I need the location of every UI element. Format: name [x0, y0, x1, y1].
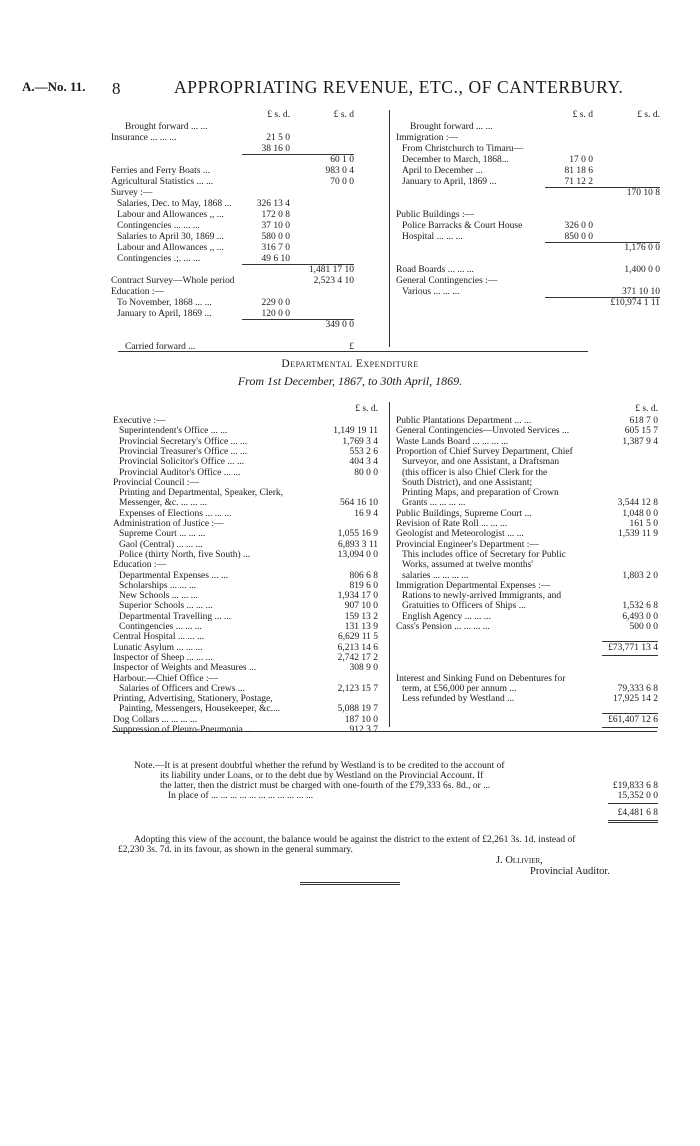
dept-left-row-label: Administration of Justice :— — [113, 519, 224, 529]
total-rule — [602, 641, 658, 642]
dept-left-row-label: Inspector of Weights and Measures ... — [113, 663, 257, 674]
dept-left-row-label: Contingencies ... ... ... — [119, 622, 202, 632]
column-header: £ s. d. — [267, 110, 290, 120]
row-label: From Christchurch to Timaru— — [402, 144, 524, 154]
row-label: April to December ... — [402, 166, 483, 176]
dept-right-row-label: Cass's Pension ... ... ... ... — [396, 622, 490, 632]
dept-right-row-label: Printing Maps, and preparation of Crown — [402, 488, 559, 499]
row-total: £10,974 1 11 — [610, 298, 660, 308]
subtotal-rule — [242, 264, 354, 265]
row-label: Hospital ... ... ... — [402, 232, 463, 242]
row-label: Immigration :— — [396, 133, 459, 143]
dept-left-row-label: Supreme Court ... ... ... — [119, 529, 206, 540]
subtotal-rule — [242, 319, 354, 320]
dept-right-row-value: 1,539 11 9 — [617, 529, 658, 540]
row-value: 850 0 0 — [564, 232, 593, 242]
end-rule — [300, 884, 400, 885]
row-total: 2,523 4 10 — [313, 276, 354, 286]
row-label: Salaries, Dec. to May, 1868 ... — [117, 199, 232, 209]
row-label: January to April, 1869 ... — [402, 177, 497, 187]
dept-right-row-label: salaries ... ... ... ... — [402, 570, 469, 581]
dept-right-row-value: 17,925 14 2 — [612, 694, 658, 705]
dept-left-row-value: 308 9 0 — [349, 663, 378, 674]
dept-left-row-value: 912 3 7 — [349, 725, 378, 735]
dept-right-row-value: 6,493 0 0 — [622, 611, 658, 622]
subtotal-rule — [545, 187, 660, 188]
dept-left-row-value: 553 2 6 — [349, 446, 378, 457]
top-divider — [389, 110, 390, 347]
row-total: £ — [349, 342, 354, 352]
dept-left-row-value: 806 6 8 — [349, 570, 378, 581]
dept-left-row-value: 564 16 10 — [340, 498, 378, 509]
dept-left-row-label: Salaries of Officers and Crews ... — [119, 683, 245, 694]
row-value: 120 0 0 — [261, 309, 290, 319]
dept-right-row-label: General Contingencies—Unvoted Services ... — [396, 426, 570, 437]
dept-left-row-label: Dog Collars ... ... ... ... — [113, 714, 198, 725]
dept-left-row-label: Suppression of Pleuro-Pneumonia ... — [113, 725, 253, 735]
dept-left-row-value: 1,055 16 9 — [337, 529, 378, 540]
dept-right-row-label: This includes office of Secretary for Public — [402, 549, 566, 560]
end-rule — [300, 882, 400, 883]
row-total: 60 1 0 — [330, 155, 354, 165]
row-label: Police Barracks & Court House — [402, 221, 523, 231]
dept-right-row-label: Geologist and Meteorologist ... ... — [396, 529, 524, 540]
dept-right-row-value: 618 7 0 — [629, 416, 658, 426]
row-label: December to March, 1868... — [402, 155, 509, 165]
dept-left-row-label: Gaol (Central) ... ... ... — [119, 539, 203, 550]
row-label: Brought forward ... ... — [125, 122, 208, 132]
row-label: Salaries to April 30, 1869 ... — [117, 232, 224, 242]
dept-left-row-label: Expenses of Elections ... ... ... — [119, 508, 232, 519]
dept-right-row-label: Immigration Departmental Expenses :— — [396, 580, 551, 591]
dept-right-row-value: 1,803 2 0 — [622, 570, 658, 581]
row-total: 1,176 0 0 — [624, 243, 660, 253]
dept-left-row-value: 80 0 0 — [354, 467, 378, 478]
note-line: Note.—It is at present doubtful whether the refund by Westland is to be credited to the account of — [134, 761, 505, 771]
dept-right-row-label: Less refunded by Westland ... — [402, 694, 515, 705]
dept-left-row-label: Inspector of Sheep ... ... ... — [113, 652, 213, 663]
signature-name: J. Ollivier, — [496, 855, 543, 866]
column-header: £ s. d — [333, 110, 354, 120]
dept-left-row-value: 404 3 4 — [349, 457, 378, 468]
dept-left-row-label: Police (thirty North, five South) ... — [119, 549, 251, 560]
row-label: Contingencies .;. ... ... — [117, 254, 201, 264]
dept-left-row-label: Superior Schools ... ... ... — [119, 601, 213, 612]
dept-right-row-label: Interest and Sinking Fund on Debentures for — [396, 673, 566, 684]
note-line: In place of ... ... ... ... ... ... ... ... ... ... ... — [168, 791, 314, 801]
row-label: Brought forward ... ... — [410, 122, 493, 132]
row-value: 580 0 0 — [261, 232, 290, 242]
total-rule — [602, 713, 658, 714]
row-label: Public Buildings :— — [396, 210, 475, 220]
dept-left-row-value: 1,934 17 0 — [337, 591, 378, 602]
dept-left-row-value: 819 6 0 — [349, 580, 378, 591]
dept-right-row-label: Provincial Engineer's Department :— — [396, 539, 539, 550]
signature-title: Provincial Auditor. — [530, 866, 610, 877]
column-header: £ s. d. — [637, 110, 660, 120]
row-value: 326 13 4 — [256, 199, 290, 209]
dept-right-row-value: 3,544 12 8 — [617, 498, 658, 509]
dept-left-row-value: 5,088 19 7 — [337, 704, 378, 715]
dept-left-row-label: Provincial Council :— — [113, 477, 200, 488]
note-rule — [608, 822, 658, 823]
row-label: Agricultural Statistics ... ... — [111, 177, 214, 187]
row-label: Contract Survey—Whole period — [111, 276, 235, 286]
column-header: £ s. d — [572, 110, 593, 120]
page-number: 8 — [112, 79, 121, 98]
dept-left-row-value: 6,629 11 5 — [337, 632, 378, 643]
row-label: Ferries and Ferry Boats ... — [111, 166, 210, 176]
note-line: its liability under Loans, or to the debt due by Westland on the Provincial Account. If — [160, 771, 484, 781]
dept-left-row-label: New Schools ... ... ... — [119, 591, 198, 602]
column-header: £ s. d. — [635, 404, 658, 414]
row-total: 983 0 4 — [325, 166, 354, 176]
dept-right-row-value: 1,532 6 8 — [622, 601, 658, 612]
row-value: 172 0 8 — [261, 210, 290, 220]
row-label: To November, 1868 ... ... — [117, 298, 212, 308]
note-value: £4,481 6 8 — [617, 808, 658, 818]
dept-left-row-value: 159 13 2 — [344, 611, 378, 622]
dept-left-row-label: Superintendent's Office ... ... — [119, 426, 228, 437]
dept-right-row-label: (this officer is also Chief Clerk for the — [402, 467, 548, 478]
note-value: £19,833 6 8 — [612, 781, 658, 791]
dept-right-row-value: 500 0 0 — [629, 622, 658, 632]
dept-right-row-label: English Agency ... ... ... — [402, 611, 491, 622]
dept-left-row-label: Provincial Secretary's Office ... ... — [119, 436, 248, 447]
dept-left-row-value: 6,213 14 6 — [337, 642, 378, 653]
dept-left-row-label: Scholarships ... ... ... — [119, 580, 197, 591]
dept-right-row-value: £73,771 13 4 — [608, 642, 658, 653]
dept-divider — [389, 402, 390, 727]
dept-left-row-label: Messenger, &c. ... ... ... — [119, 498, 208, 509]
note-value: 15,352 0 0 — [617, 791, 658, 801]
dept-left-row-value: 907 10 0 — [344, 601, 378, 612]
row-label: Labour and Allowances ,, ... — [117, 243, 224, 253]
row-label: Education :— — [111, 287, 165, 297]
dept-left-row-value: 1,769 3 4 — [342, 436, 378, 447]
dept-left-row-label: Painting, Messengers, Housekeeper, &c.... — [119, 704, 281, 715]
note-rule — [608, 803, 658, 804]
row-label: January to April, 1869 ... — [117, 309, 212, 319]
dept-right-row-value: 161 5 0 — [629, 519, 658, 529]
dept-left-row-label: Harbour.—Chief Office :— — [113, 673, 219, 684]
row-label: Contingencies ... ... ... — [117, 221, 200, 231]
note-rule — [608, 820, 658, 821]
dept-left-row-label: Provincial Treasurer's Office ... ... — [119, 446, 248, 457]
dept-right-row-label: Surveyor, and one Assistant, a Draftsman — [402, 457, 560, 468]
row-label: Insurance ... ... ... — [111, 133, 177, 143]
dept-left-row-value: 187 10 0 — [344, 714, 378, 725]
dept-left-row-value: 2,742 17 2 — [337, 652, 378, 663]
dept-left-row-value: 13,094 0 0 — [337, 549, 378, 560]
dept-left-row-label: Departmental Travelling ... ... — [119, 611, 232, 622]
dept-left-row-value: 6,893 3 11 — [337, 539, 378, 550]
dept-right-row-label: Revision of Rate Roll ... ... ... — [396, 519, 508, 529]
dept-left-row-label: Lunatic Asylum ... ... ... — [113, 642, 203, 653]
row-total: 1,481 17 10 — [308, 265, 354, 275]
dept-left-row-label: Central Hospital ... ... ... — [113, 632, 205, 643]
subtotal-rule — [242, 154, 354, 155]
dept-title: Departmental Expenditure — [281, 358, 419, 370]
dept-right-row-label: Public Plantations Department ... ... — [396, 416, 532, 426]
dept-left-row-label: Printing and Departmental, Speaker, Clerk, — [119, 488, 283, 499]
total-rule — [602, 655, 658, 656]
document-reference: A.—No. 11. — [22, 79, 86, 94]
dept-right-row-value: 79,333 6 8 — [617, 683, 658, 694]
dept-right-row-value: 1,048 0 0 — [622, 508, 658, 519]
dept-left-row-value: 16 9 4 — [354, 508, 378, 519]
row-total: 70 0 0 — [330, 177, 354, 187]
page-title: APPROPRIATING REVENUE, ETC., OF CANTERBURY. — [174, 77, 624, 97]
dept-left-row-label: Provincial Solicitor's Office ... ... — [119, 457, 245, 468]
dept-left-row-value: 1,149 19 11 — [333, 426, 378, 437]
row-value: 21 5 0 — [266, 133, 290, 143]
row-label: Carried forward ... — [125, 342, 196, 352]
dept-right-row-value: £61,407 12 6 — [608, 714, 658, 725]
dept-right-row-label: Waste Lands Board ... ... ... ... — [396, 436, 509, 447]
row-value: 229 0 0 — [261, 298, 290, 308]
dept-right-row-value: 1,387 9 4 — [622, 436, 658, 447]
row-value: 316 7 0 — [261, 243, 290, 253]
row-value: 49 6 10 — [261, 254, 290, 264]
dept-left-row-label: Provincial Auditor's Office ... ... — [119, 467, 241, 478]
row-total: 1,400 0 0 — [624, 265, 660, 275]
dept-right-row-label: Public Buildings, Supreme Court ... — [396, 508, 532, 519]
column-header: £ s. d. — [355, 404, 378, 414]
row-total: 349 0 0 — [325, 320, 354, 330]
subtotal-rule — [545, 297, 660, 298]
row-value: 37 10 0 — [261, 221, 290, 231]
row-label: Various ... ... ... — [402, 287, 460, 297]
dept-right-row-label: Grants ... ... ... ... — [402, 498, 466, 509]
note-line: the latter, then the district must be charged with one-fourth of the £79,333 6s. 8d., or ... — [160, 781, 491, 791]
row-value: 17 0 0 — [569, 155, 593, 165]
dept-left-row-label: Departmental Expenses ... ... — [119, 570, 228, 581]
dept-subtitle: From 1st December, 1867, to 30th April, 1869. — [237, 374, 463, 388]
dept-right-row-label: Proportion of Chief Survey Department, Chief — [396, 446, 573, 457]
note-paragraph: £2,230 3s. 7d. in its favour, as shown in the general summary. — [118, 845, 353, 855]
row-label: Labour and Allowances ,, ... — [117, 210, 224, 220]
dept-right-row-label: Gratuities to Officers of Ships ... — [402, 601, 526, 612]
row-label: Survey :— — [111, 188, 153, 198]
dept-left-row-label: Executive :— — [113, 416, 166, 426]
row-value: 38 16 0 — [261, 144, 290, 154]
total-rule — [602, 727, 658, 728]
dept-right-row-label: term, at £56,000 per annum ... — [402, 683, 517, 694]
row-total: 371 10 10 — [622, 287, 660, 297]
dept-left-row-value: 131 13 9 — [344, 622, 378, 632]
dept-right-row-label: Works, assumed at twelve months' — [402, 560, 534, 571]
row-label: Road Boards ... ... ... — [396, 265, 474, 275]
row-value: 326 0 0 — [564, 221, 593, 231]
row-total: 170 10 8 — [626, 188, 660, 198]
row-label: General Contingencies :— — [396, 276, 498, 286]
dept-left-row-label: Education :— — [113, 560, 167, 571]
row-value: 71 12 2 — [564, 177, 593, 187]
dept-left-row-label: Printing, Advertising, Stationery, Postage, — [113, 694, 273, 705]
dept-right-row-value: 605 15 7 — [624, 426, 658, 437]
dept-left-row-value: 2,123 15 7 — [337, 683, 378, 694]
note-paragraph: Adopting this view of the account, the balance would be against the district to the extent of £2,261 3s. 1d. instead of — [134, 835, 576, 845]
row-value: 81 18 6 — [564, 166, 593, 176]
subtotal-rule — [545, 242, 660, 243]
dept-right-row-label: Rations to newly-arrived Immigrants, and — [402, 591, 562, 602]
dept-right-row-label: South District), and one Assistant; — [402, 477, 533, 488]
